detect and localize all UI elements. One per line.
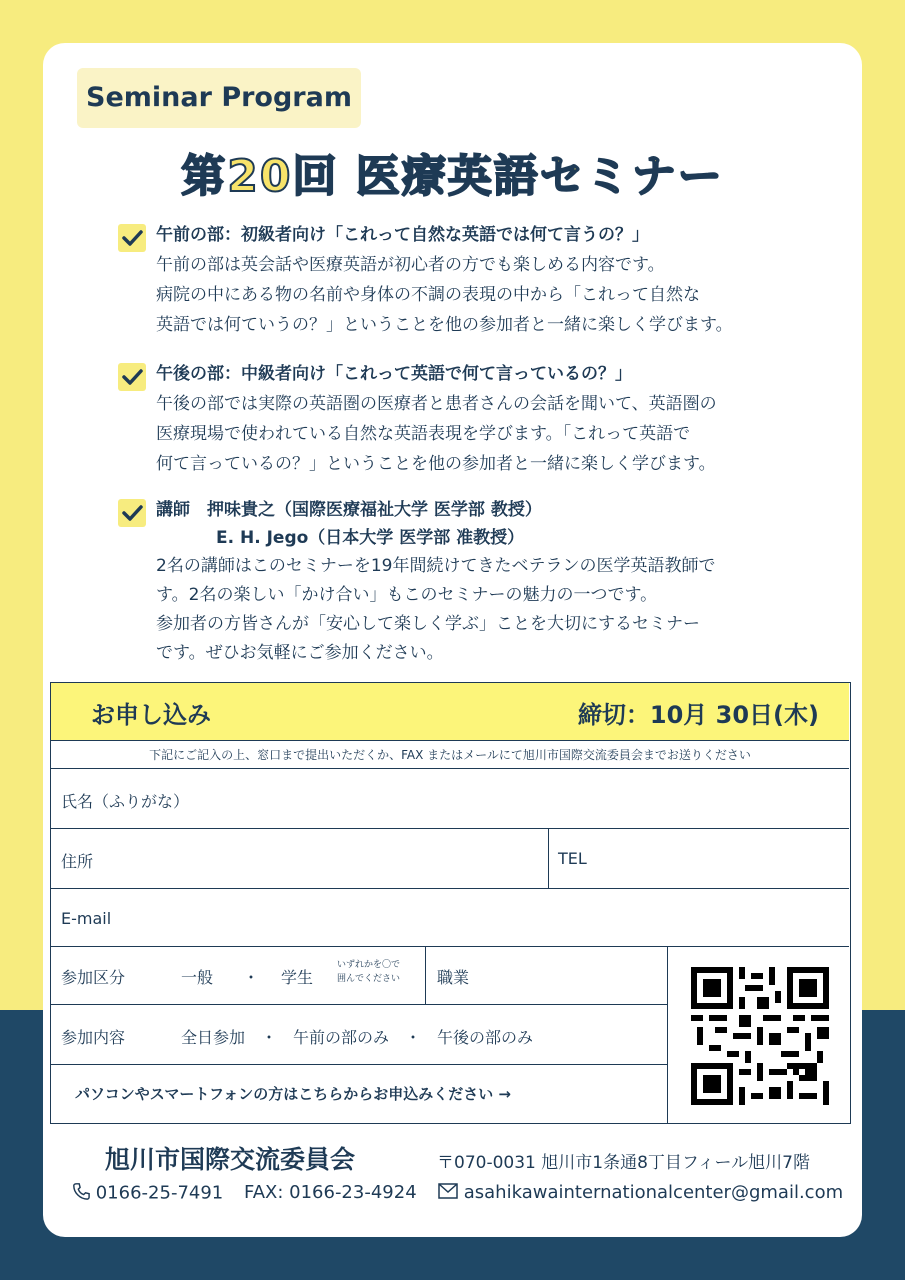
online-apply-link[interactable]: パソコンやスマートフォンの方はこちらからお申込みください → [75, 1085, 511, 1103]
divider [548, 829, 549, 889]
address-label: 住所 [61, 852, 94, 871]
section-line: 2名の講師はこのセミナーを19年間続けてきたベテランの医学英語教師で [156, 556, 716, 576]
tel-label: TEL [558, 849, 587, 868]
section-heading: 午前の部：初級者向け「これって自然な英語では何て言うの？」 [156, 225, 649, 245]
category-label: 参加区分 [61, 968, 126, 987]
name-field[interactable] [51, 769, 849, 829]
phone-contact [72, 1182, 223, 1205]
section-line: 何て言っているの？」ということを他の参加者と一緒に楽しく学びます。 [156, 454, 716, 474]
organization-address: 〒070-0031 旭川市1条通8丁目フィール旭川7階 [437, 1153, 810, 1173]
form-instruction-row [51, 741, 849, 769]
section-line: 医療現場で使われている自然な英語表現を学びます。「これって英語で [156, 424, 691, 444]
instructor-second: E. H. Jego（日本大学 医学部 准教授） [216, 528, 525, 548]
seminar-program-tag: Seminar Program [77, 68, 361, 128]
checkmark-icon [118, 224, 146, 252]
category-note: 囲んでください [337, 974, 401, 984]
section-heading: 午後の部：中級者向け「これって英語で何て言っているの？」 [156, 364, 632, 384]
section-line: です。ぜひお気軽にご参加ください。 [156, 643, 444, 663]
form-title: お申し込み [91, 701, 211, 729]
form-instruction: 下記にご記入の上、窓口まで提出いただくか、FAX またはメールにて旭川市国際交流委員会までお送りください [149, 748, 751, 762]
email-label: E-mail [61, 909, 112, 928]
page-title: 第20回 医療英語セミナー [181, 151, 724, 202]
content-options[interactable]: 全日参加 ・ 午前の部のみ ・ 午後の部のみ [181, 1028, 534, 1047]
category-general[interactable]: 一般 [181, 968, 214, 987]
divider [425, 947, 426, 1005]
deadline: 締切：10月 30日(木) [577, 701, 819, 729]
qr-code[interactable] [691, 967, 829, 1105]
divider [667, 947, 668, 1123]
form-header [51, 683, 849, 741]
section-line: 午後の部では実際の英語圏の医療者と患者さんの会話を聞いて、英語圏の [156, 394, 717, 414]
phone-icon [72, 1182, 90, 1205]
content-label: 参加内容 [61, 1028, 126, 1047]
category-note: いずれかを〇で [337, 960, 401, 970]
section-line: す。2名の楽しい「かけ合い」もこのセミナーの魅力の一つです。 [156, 585, 658, 605]
email-field[interactable] [51, 889, 849, 947]
online-row [51, 1065, 667, 1122]
phone-number[interactable]: 0166-25-7491 [95, 1182, 224, 1204]
name-label: 氏名（ふりがな） [61, 792, 190, 811]
fax-number: FAX: 0166-23-4924 [244, 1182, 417, 1203]
mail-icon [438, 1183, 458, 1204]
category-row [51, 947, 667, 1005]
section-line: 英語では何ていうの？」ということを他の参加者と一緒に楽しく学びます。 [156, 315, 733, 335]
checkmark-icon [118, 499, 146, 527]
content-row [51, 1005, 667, 1065]
organization-name: 旭川市国際交流委員会 [105, 1145, 356, 1174]
section-line: 病院の中にある物の名前や身体の不調の表現の中から「これって自然な [156, 285, 700, 305]
checkmark-icon [118, 363, 146, 391]
address-row [51, 829, 849, 889]
section-line: 午前の部は英会話や医療英語が初心者の方でも楽しめる内容です。 [156, 255, 665, 275]
occupation-label: 職業 [437, 968, 470, 987]
email-contact [438, 1182, 843, 1204]
instructors-heading: 講師 押味貴之（国際医療福祉大学 医学部 教授） [156, 500, 542, 520]
section-line: 参加者の方皆さんが「安心して楽しく学ぶ」ことを大切にするセミナー [156, 614, 700, 634]
category-separator: ・ [243, 968, 260, 987]
category-student[interactable]: 学生 [281, 968, 314, 987]
email-address[interactable]: asahikawainternationalcenter@gmail.com [463, 1182, 844, 1203]
